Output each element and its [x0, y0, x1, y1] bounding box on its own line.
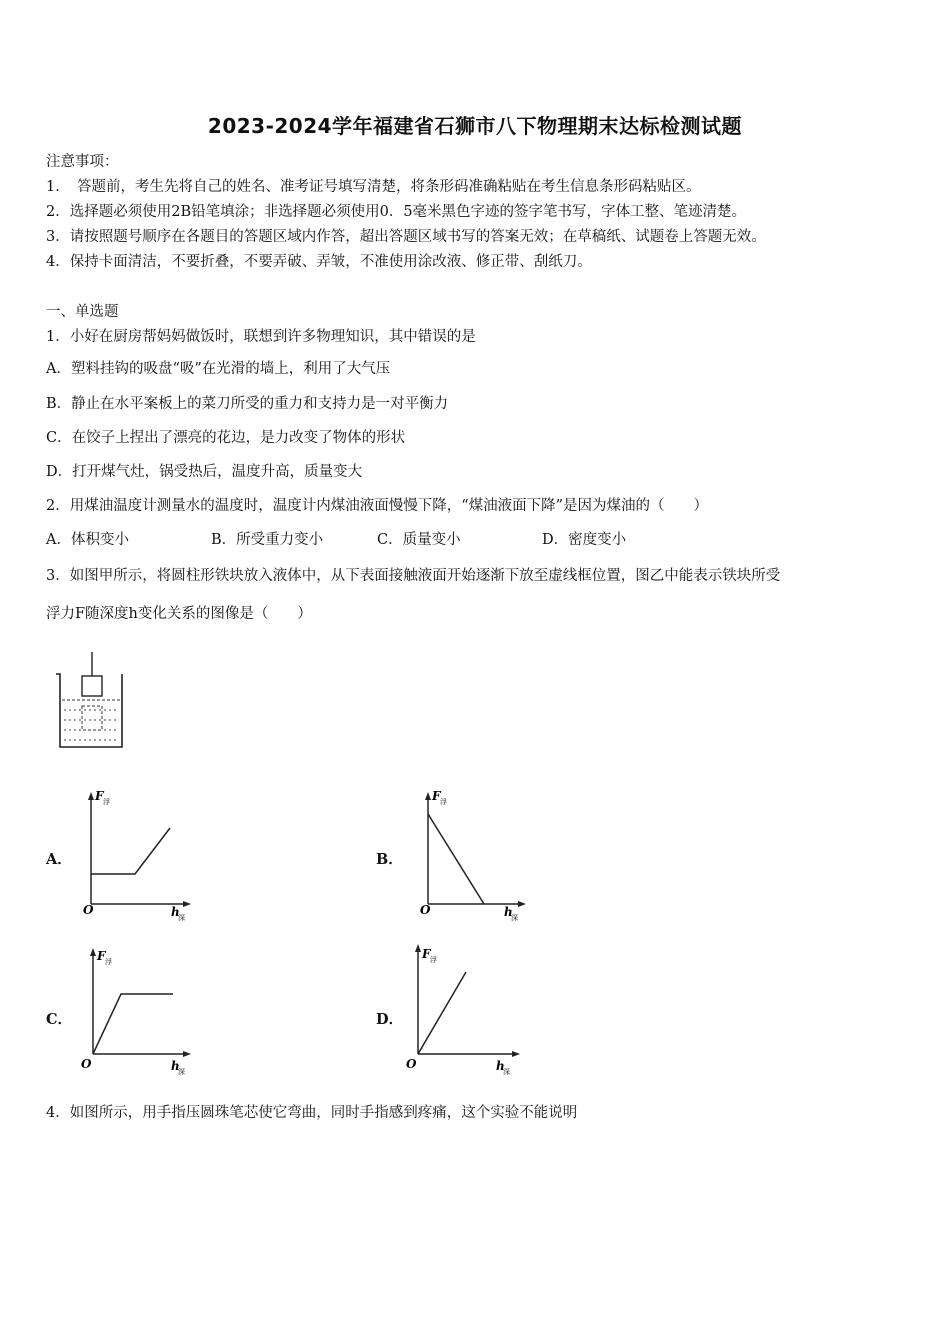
q2-stem: 2．用煤油温度计测量水的温度时，温度计内煤油液面慢慢下降，“煤油液面下降”是因为煤油的（ ） [46, 498, 709, 514]
q2-options [46, 530, 906, 550]
q2-option-b: B．所受重力变小 [211, 532, 324, 548]
graph-c-x-label: h [171, 1059, 180, 1073]
q3-graph-c-label: C． [46, 1011, 73, 1028]
graph-b-y-sub: 浮 [440, 798, 447, 806]
q3-graph-d-label: D． [376, 1011, 404, 1028]
q3-stem-line1: 3．如图甲所示，将圆柱形铁块放入液体中，从下表面接触液面开始逐渐下放至虚线框位置，图乙中能表示铁块所受 [46, 568, 781, 584]
q2-option-d: D．密度变小 [542, 532, 627, 548]
q2-option-a: A．体积变小 [46, 532, 129, 548]
notice-item-4: 4．保持卡面清洁，不要折叠，不要弄破、弄皱，不准使用涂改液、修正带、刮纸刀。 [46, 254, 592, 270]
graph-d-curve [418, 972, 466, 1054]
graph-b-x-sub: 深 [511, 914, 518, 922]
graph-b-origin: O [420, 903, 431, 917]
graph-d-y-sub: 浮 [430, 956, 437, 964]
graph-c-y-label: F [97, 949, 106, 963]
graph-a-origin: O [83, 903, 94, 917]
q3-stem-line2: 浮力F随深度h变化关系的图像是（ ） [46, 606, 312, 622]
q3-graph-d[interactable] [402, 940, 527, 1080]
graph-c-x-sub: 深 [178, 1068, 185, 1076]
notice-heading: 注意事项： [46, 154, 119, 170]
graph-a-y-label: F [95, 789, 104, 803]
exam-title: 2023-2024学年福建省石狮市八下物理期末达标检测试题 [207, 114, 743, 138]
graph-a-y-sub: 浮 [103, 798, 110, 806]
graph-a-x-label: h [171, 905, 180, 919]
notice-item-2: 2．选择题必须使用2B铅笔填涂；非选择题必须使用0．5毫米黑色字迹的签字笔书写，字体工整、笔迹清楚。 [46, 204, 747, 220]
q3-graph-a-label: A． [46, 851, 72, 868]
beaker-figure [52, 652, 127, 752]
q4-stem: 4．如图所示，用手指压圆珠笔芯使它弯曲，同时手指感到疼痛，这个实验不能说明 [46, 1105, 578, 1121]
q1-option-d: D．打开煤气灶，锅受热后，温度升高，质量变大 [46, 464, 363, 480]
q3-graph-a[interactable] [75, 788, 195, 923]
q2-option-c: C．质量变小 [377, 532, 461, 548]
q1-option-a: A．塑料挂钩的吸盘“吸”在光滑的墙上，利用了大气压 [46, 361, 391, 377]
q3-graph-b[interactable] [412, 788, 532, 923]
graph-a-x-sub: 深 [178, 914, 185, 922]
graph-c-y-sub: 浮 [105, 958, 112, 966]
graph-c-curve [93, 994, 173, 1054]
q3-graph-b-label: B． [376, 851, 403, 868]
graph-d-origin: O [406, 1057, 417, 1071]
notice-item-3: 3．请按照题号顺序在各题目的答题区域内作答，超出答题区域书写的答案无效；在草稿纸、试题卷上答题无效。 [46, 229, 766, 245]
q1-option-c: C．在饺子上捏出了漂亮的花边，是力改变了物体的形状 [46, 430, 406, 446]
notice-item-1: 1． 答题前，考生先将自己的姓名、准考证号填写清楚，将条形码准确粘贴在考生信息条形码粘贴区。 [46, 179, 701, 195]
graph-b-y-label: F [432, 789, 441, 803]
graph-d-y-label: F [422, 947, 431, 961]
graph-d-x-label: h [496, 1059, 505, 1073]
graph-d-x-sub: 深 [503, 1068, 510, 1076]
section-heading: 一、单选题 [46, 304, 119, 320]
q1-option-b: B．静止在水平案板上的菜刀所受的重力和支持力是一对平衡力 [46, 396, 449, 412]
q3-graph-c[interactable] [77, 944, 197, 1079]
graph-a-curve [91, 828, 170, 874]
q1-stem: 1．小好在厨房帮妈妈做饭时，联想到许多物理知识，其中错误的是 [46, 329, 476, 345]
graph-c-origin: O [81, 1057, 92, 1071]
graph-b-curve [428, 814, 484, 904]
graph-b-x-label: h [504, 905, 513, 919]
